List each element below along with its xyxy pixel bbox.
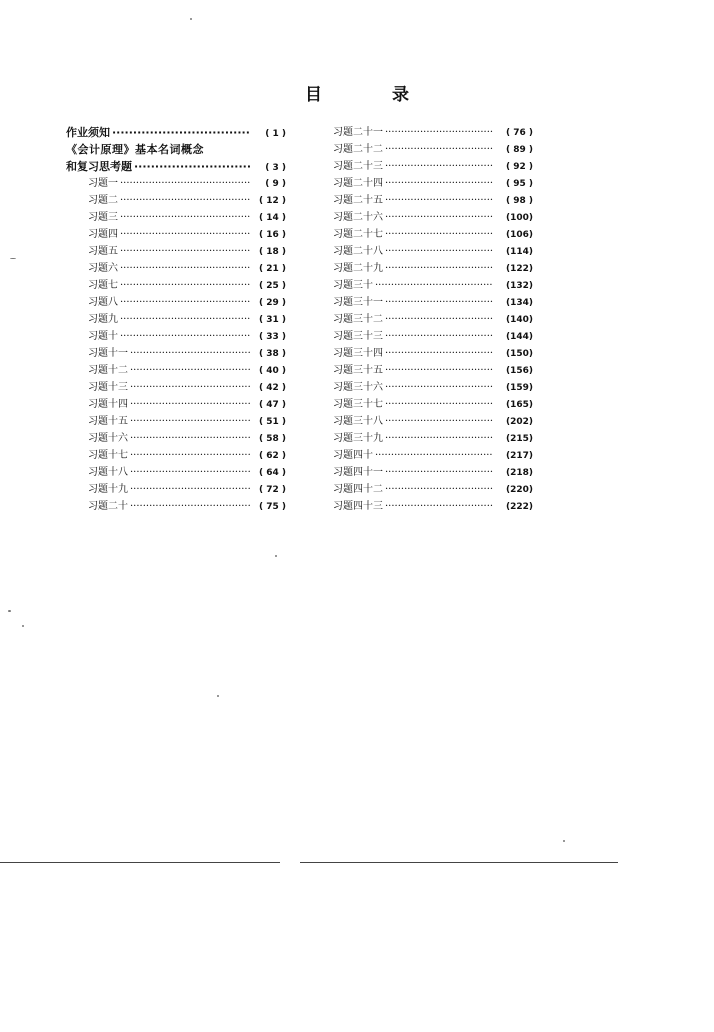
toc-entry-page: ( 21 ) — [258, 264, 286, 274]
toc-entry — [333, 464, 533, 481]
toc-entry — [66, 141, 286, 158]
toc-entry-label: 习题十二 — [88, 365, 128, 376]
toc-entry-page: (114) — [505, 247, 533, 257]
toc-entry — [333, 226, 533, 243]
dot-leader — [385, 209, 493, 226]
toc-entry-page: ( 51 ) — [258, 417, 286, 427]
toc-entry-page: (220) — [505, 485, 533, 495]
dot-leader — [120, 226, 250, 243]
toc-entry-page: ( 1 ) — [265, 129, 286, 139]
toc-entry-page: (150) — [505, 349, 533, 359]
dot-leader — [385, 464, 493, 481]
toc-entry — [66, 447, 286, 464]
toc-entry — [66, 345, 286, 362]
toc-right-column — [333, 124, 533, 515]
toc-entry — [333, 260, 533, 277]
toc-entry-page: (122) — [505, 264, 533, 274]
dot-leader — [385, 158, 493, 175]
dot-leader — [385, 430, 493, 447]
toc-entry-page: (144) — [505, 332, 533, 342]
toc-entry-page: (159) — [505, 383, 533, 393]
toc-entry-page: (218) — [505, 468, 533, 478]
toc-entry-page: ( 3 ) — [265, 163, 286, 173]
dot-leader — [130, 345, 250, 362]
toc-entry-page: (100) — [505, 213, 533, 223]
toc-entry-page: (134) — [505, 298, 533, 308]
toc-entry-label: 《会计原理》基本名词概念 — [66, 143, 204, 156]
dot-leader — [385, 328, 493, 345]
toc-entry-label: 习题七 — [88, 280, 118, 291]
toc-entry — [333, 362, 533, 379]
toc-entry — [333, 277, 533, 294]
toc-entry-page: ( 9 ) — [265, 179, 286, 189]
toc-entry-page: ( 76 ) — [505, 128, 533, 138]
dot-leader — [130, 362, 250, 379]
toc-entry-label: 习题八 — [88, 297, 118, 308]
dot-leader — [130, 464, 250, 481]
dot-leader — [120, 243, 250, 260]
toc-entry — [66, 481, 286, 498]
toc-entry-page: (165) — [505, 400, 533, 410]
toc-entry-label: 习题三十一 — [333, 297, 383, 308]
toc-entry — [333, 124, 533, 141]
toc-entry-page: (140) — [505, 315, 533, 325]
toc-entry-page: ( 64 ) — [258, 468, 286, 478]
dot-leader — [112, 124, 250, 141]
dot-leader — [385, 260, 493, 277]
scan-speck — [190, 18, 192, 20]
toc-entry — [333, 345, 533, 362]
toc-entry-label: 习题二十 — [88, 501, 128, 512]
toc-entry-label: 习题十一 — [88, 348, 128, 359]
scan-speck — [8, 610, 11, 612]
toc-entry-label: 习题二十五 — [333, 195, 383, 206]
toc-entry — [333, 209, 533, 226]
toc-entry-page: ( 62 ) — [258, 451, 286, 461]
toc-entry — [66, 175, 286, 192]
toc-entry-label: 习题十 — [88, 331, 118, 342]
toc-entry-label: 习题二 — [88, 195, 118, 206]
dot-leader — [385, 413, 493, 430]
toc-entry-label: 习题二十三 — [333, 161, 383, 172]
toc-entry-page: ( 25 ) — [258, 281, 286, 291]
toc-entry-label: 习题三十 — [333, 280, 373, 291]
toc-entry-page: ( 33 ) — [258, 332, 286, 342]
toc-entry-page: ( 42 ) — [258, 383, 286, 393]
toc-entry-page: ( 98 ) — [505, 196, 533, 206]
toc-entry-label: 习题四十二 — [333, 484, 383, 495]
dot-leader — [120, 311, 250, 328]
toc-entry — [66, 158, 286, 175]
dot-leader — [385, 243, 493, 260]
toc-entry — [66, 277, 286, 294]
dot-leader — [130, 413, 250, 430]
toc-entry-label: 习题十九 — [88, 484, 128, 495]
toc-entry-label: 习题二十四 — [333, 178, 383, 189]
toc-entry — [333, 498, 533, 515]
toc-entry-page: ( 75 ) — [258, 502, 286, 512]
scan-speck — [10, 258, 16, 259]
page-title: 目 录 — [305, 85, 441, 105]
toc-entry-label: 作业须知 — [66, 126, 110, 139]
toc-entry-label: 习题五 — [88, 246, 118, 257]
toc-entry — [66, 362, 286, 379]
dot-leader — [385, 124, 493, 141]
toc-entry — [333, 481, 533, 498]
toc-left-column — [66, 124, 286, 515]
toc-entry-page: ( 89 ) — [505, 145, 533, 155]
toc-entry — [333, 396, 533, 413]
toc-entry-page: ( 12 ) — [258, 196, 286, 206]
dot-leader — [120, 277, 250, 294]
page-bottom-rule-left — [0, 862, 280, 863]
dot-leader — [385, 192, 493, 209]
toc-entry — [66, 124, 286, 141]
toc-entry-page: ( 29 ) — [258, 298, 286, 308]
toc-entry-page: (132) — [505, 281, 533, 291]
toc-entry — [333, 141, 533, 158]
toc-entry — [333, 243, 533, 260]
scan-speck — [217, 695, 219, 697]
toc-entry-label: 习题四十三 — [333, 501, 383, 512]
dot-leader — [385, 379, 493, 396]
toc-entry — [333, 192, 533, 209]
dot-leader — [130, 396, 250, 413]
toc-entry — [66, 226, 286, 243]
dot-leader — [120, 209, 250, 226]
dot-leader — [130, 498, 250, 515]
toc-entry — [333, 294, 533, 311]
toc-entry-label: 习题三十五 — [333, 365, 383, 376]
dot-leader — [130, 379, 250, 396]
toc-entry — [333, 413, 533, 430]
dot-leader — [120, 294, 250, 311]
toc-entry-page: (156) — [505, 366, 533, 376]
toc-entry-label: 习题二十九 — [333, 263, 383, 274]
toc-entry-page: (215) — [505, 434, 533, 444]
dot-leader — [120, 175, 250, 192]
dot-leader — [385, 396, 493, 413]
toc-entry — [66, 430, 286, 447]
dot-leader — [385, 311, 493, 328]
toc-entry-page: (222) — [505, 502, 533, 512]
toc-entry — [66, 243, 286, 260]
dot-leader — [130, 481, 250, 498]
toc-entry-label: 习题三十七 — [333, 399, 383, 410]
toc-entry — [333, 158, 533, 175]
toc-entry-label: 习题十五 — [88, 416, 128, 427]
toc-entry-page: ( 18 ) — [258, 247, 286, 257]
toc-entry-page: ( 14 ) — [258, 213, 286, 223]
dot-leader — [130, 447, 250, 464]
scan-speck — [275, 555, 277, 557]
toc-entry-label: 习题十七 — [88, 450, 128, 461]
toc-entry — [66, 294, 286, 311]
toc-entry — [66, 192, 286, 209]
toc-entry-label: 习题一 — [88, 178, 118, 189]
toc-entry-label: 习题三十三 — [333, 331, 383, 342]
toc-entry — [333, 311, 533, 328]
dot-leader — [120, 260, 250, 277]
toc-entry-label: 习题六 — [88, 263, 118, 274]
toc-entry-page: ( 38 ) — [258, 349, 286, 359]
toc-entry-label: 习题三十八 — [333, 416, 383, 427]
dot-leader — [385, 226, 493, 243]
toc-entry-label: 习题四十一 — [333, 467, 383, 478]
dot-leader — [385, 362, 493, 379]
toc-entry-label: 习题十八 — [88, 467, 128, 478]
dot-leader — [375, 447, 493, 464]
dot-leader — [130, 430, 250, 447]
toc-entry — [333, 328, 533, 345]
toc-entry-label: 习题十三 — [88, 382, 128, 393]
toc-entry — [66, 209, 286, 226]
toc-entry-page: ( 58 ) — [258, 434, 286, 444]
dot-leader — [120, 328, 250, 345]
toc-entry-label: 习题三十六 — [333, 382, 383, 393]
toc-entry — [66, 311, 286, 328]
toc-entry-page: ( 72 ) — [258, 485, 286, 495]
toc-entry-label: 和复习思考题 — [66, 160, 132, 173]
toc-entry-label: 习题三十二 — [333, 314, 383, 325]
toc-entry — [66, 328, 286, 345]
toc-entry-label: 习题四十 — [333, 450, 373, 461]
scan-speck — [22, 625, 24, 627]
dot-leader — [385, 481, 493, 498]
dot-leader — [385, 345, 493, 362]
toc-entry-label: 习题二十八 — [333, 246, 383, 257]
toc-entry — [66, 396, 286, 413]
toc-entry-page: ( 95 ) — [505, 179, 533, 189]
toc-entry-label: 习题二十一 — [333, 127, 383, 138]
dot-leader — [385, 175, 493, 192]
dot-leader — [385, 294, 493, 311]
toc-entry-label: 习题十六 — [88, 433, 128, 444]
toc-entry — [333, 447, 533, 464]
toc-entry-label: 习题二十六 — [333, 212, 383, 223]
toc-entry-page: (217) — [505, 451, 533, 461]
toc-entry-label: 习题二十七 — [333, 229, 383, 240]
toc-entry — [333, 379, 533, 396]
toc-entry-page: ( 47 ) — [258, 400, 286, 410]
toc-entry — [66, 379, 286, 396]
dot-leader — [385, 141, 493, 158]
toc-entry-page: ( 40 ) — [258, 366, 286, 376]
toc-entry-label: 习题三十四 — [333, 348, 383, 359]
dot-leader — [120, 192, 250, 209]
toc-entry — [66, 413, 286, 430]
toc-entry-label: 习题十四 — [88, 399, 128, 410]
toc-entry-page: (202) — [505, 417, 533, 427]
toc-entry-label: 习题三 — [88, 212, 118, 223]
toc-entry-page: ( 16 ) — [258, 230, 286, 240]
toc-entry-label: 习题三十九 — [333, 433, 383, 444]
dot-leader — [375, 277, 493, 294]
scan-speck — [563, 840, 565, 842]
toc-entry-label: 习题九 — [88, 314, 118, 325]
dot-leader — [385, 498, 493, 515]
toc-entry-page: (106) — [505, 230, 533, 240]
page-bottom-rule-right — [300, 862, 618, 863]
toc-entry — [66, 498, 286, 515]
toc-entry — [333, 430, 533, 447]
toc-entry — [333, 175, 533, 192]
toc-entry-page: ( 92 ) — [505, 162, 533, 172]
dot-leader — [134, 158, 250, 175]
toc-entry-label: 习题二十二 — [333, 144, 383, 155]
toc-entry — [66, 464, 286, 481]
toc-entry — [66, 260, 286, 277]
toc-entry-page: ( 31 ) — [258, 315, 286, 325]
toc-entry-label: 习题四 — [88, 229, 118, 240]
